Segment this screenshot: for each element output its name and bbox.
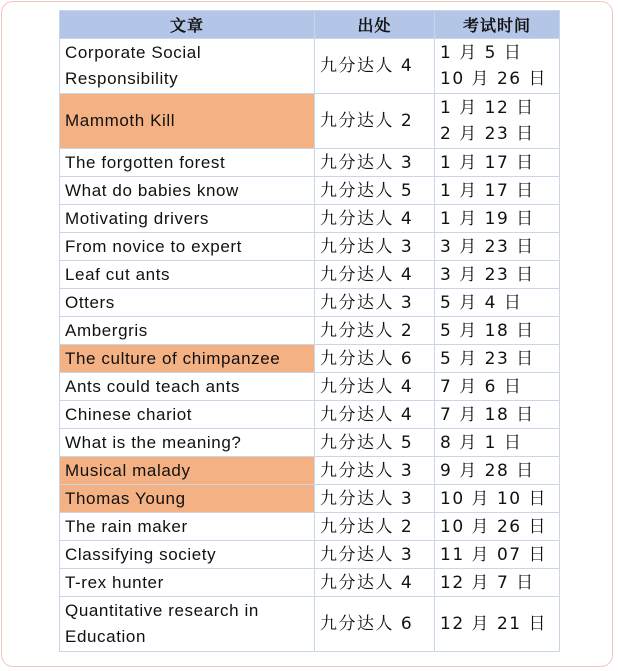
- table-row: [60, 39, 560, 94]
- article-title-cell: T-rex hunter: [60, 569, 315, 597]
- source-cell: 九分达人 4: [315, 39, 435, 94]
- table-row: [60, 541, 560, 569]
- article-title-cell: Mammoth Kill: [60, 94, 315, 149]
- article-title-cell: Ambergris: [60, 317, 315, 345]
- exam-date-cell: 8 月 1 日: [435, 429, 560, 457]
- table-body: [60, 39, 560, 652]
- article-title-cell: The forgotten forest: [60, 149, 315, 177]
- source-cell: 九分达人 4: [315, 401, 435, 429]
- table-row: [60, 205, 560, 233]
- table-row: [60, 513, 560, 541]
- table-row: [60, 569, 560, 597]
- exam-date-cell: 1 月 5 日 10 月 26 日: [435, 39, 560, 94]
- table-row: [60, 177, 560, 205]
- exam-date-cell: 5 月 23 日: [435, 345, 560, 373]
- table-row: [60, 373, 560, 401]
- exam-date-cell: 7 月 18 日: [435, 401, 560, 429]
- exam-date-cell: 1 月 17 日: [435, 177, 560, 205]
- source-cell: 九分达人 2: [315, 513, 435, 541]
- table-row: [60, 233, 560, 261]
- table-row: [60, 597, 560, 652]
- article-title-cell: The culture of chimpanzee: [60, 345, 315, 373]
- exam-date-cell: 10 月 10 日: [435, 485, 560, 513]
- exam-date-cell: 3 月 23 日: [435, 233, 560, 261]
- article-title-cell: Motivating drivers: [60, 205, 315, 233]
- exam-articles-table: [59, 10, 560, 652]
- article-title-cell: Chinese chariot: [60, 401, 315, 429]
- table-row: [60, 289, 560, 317]
- source-cell: 九分达人 4: [315, 261, 435, 289]
- article-title-cell: Musical malady: [60, 457, 315, 485]
- exam-date-cell: 11 月 07 日: [435, 541, 560, 569]
- article-title-cell: What do babies know: [60, 177, 315, 205]
- article-title-cell: Otters: [60, 289, 315, 317]
- source-cell: 九分达人 4: [315, 205, 435, 233]
- source-cell: 九分达人 4: [315, 569, 435, 597]
- table-row: [60, 317, 560, 345]
- source-cell: 九分达人 3: [315, 541, 435, 569]
- exam-date-cell: 7 月 6 日: [435, 373, 560, 401]
- header-exam-date: 考试时间: [435, 11, 560, 39]
- exam-date-cell: 5 月 4 日: [435, 289, 560, 317]
- table-row: [60, 94, 560, 149]
- exam-date-cell: 1 月 19 日: [435, 205, 560, 233]
- source-cell: 九分达人 3: [315, 149, 435, 177]
- article-title-cell: Ants could teach ants: [60, 373, 315, 401]
- source-cell: 九分达人 5: [315, 177, 435, 205]
- article-title-cell: The rain maker: [60, 513, 315, 541]
- article-title-cell: Thomas Young: [60, 485, 315, 513]
- table-row: [60, 429, 560, 457]
- source-cell: 九分达人 5: [315, 429, 435, 457]
- exam-date-cell: 5 月 18 日: [435, 317, 560, 345]
- source-cell: 九分达人 3: [315, 289, 435, 317]
- table-row: [60, 345, 560, 373]
- article-title-cell: Quantitative research in Education: [60, 597, 315, 652]
- source-cell: 九分达人 2: [315, 94, 435, 149]
- header-article: 文章: [60, 11, 315, 39]
- exam-date-cell: 1 月 17 日: [435, 149, 560, 177]
- article-title-cell: From novice to expert: [60, 233, 315, 261]
- table-row: [60, 401, 560, 429]
- exam-date-cell: 12 月 7 日: [435, 569, 560, 597]
- table-header-row: [60, 11, 560, 39]
- table-row: [60, 261, 560, 289]
- article-title-cell: Classifying society: [60, 541, 315, 569]
- source-cell: 九分达人 6: [315, 597, 435, 652]
- article-title-cell: Leaf cut ants: [60, 261, 315, 289]
- source-cell: 九分达人 2: [315, 317, 435, 345]
- source-cell: 九分达人 3: [315, 457, 435, 485]
- source-cell: 九分达人 6: [315, 345, 435, 373]
- exam-date-cell: 1 月 12 日 2 月 23 日: [435, 94, 560, 149]
- table-row: [60, 149, 560, 177]
- table-row: [60, 485, 560, 513]
- exam-date-cell: 9 月 28 日: [435, 457, 560, 485]
- source-cell: 九分达人 3: [315, 485, 435, 513]
- header-source: 出处: [315, 11, 435, 39]
- table-row: [60, 457, 560, 485]
- source-cell: 九分达人 4: [315, 373, 435, 401]
- article-title-cell: Corporate Social Responsibility: [60, 39, 315, 94]
- source-cell: 九分达人 3: [315, 233, 435, 261]
- article-title-cell: What is the meaning?: [60, 429, 315, 457]
- exam-date-cell: 3 月 23 日: [435, 261, 560, 289]
- exam-date-cell: 12 月 21 日: [435, 597, 560, 652]
- exam-date-cell: 10 月 26 日: [435, 513, 560, 541]
